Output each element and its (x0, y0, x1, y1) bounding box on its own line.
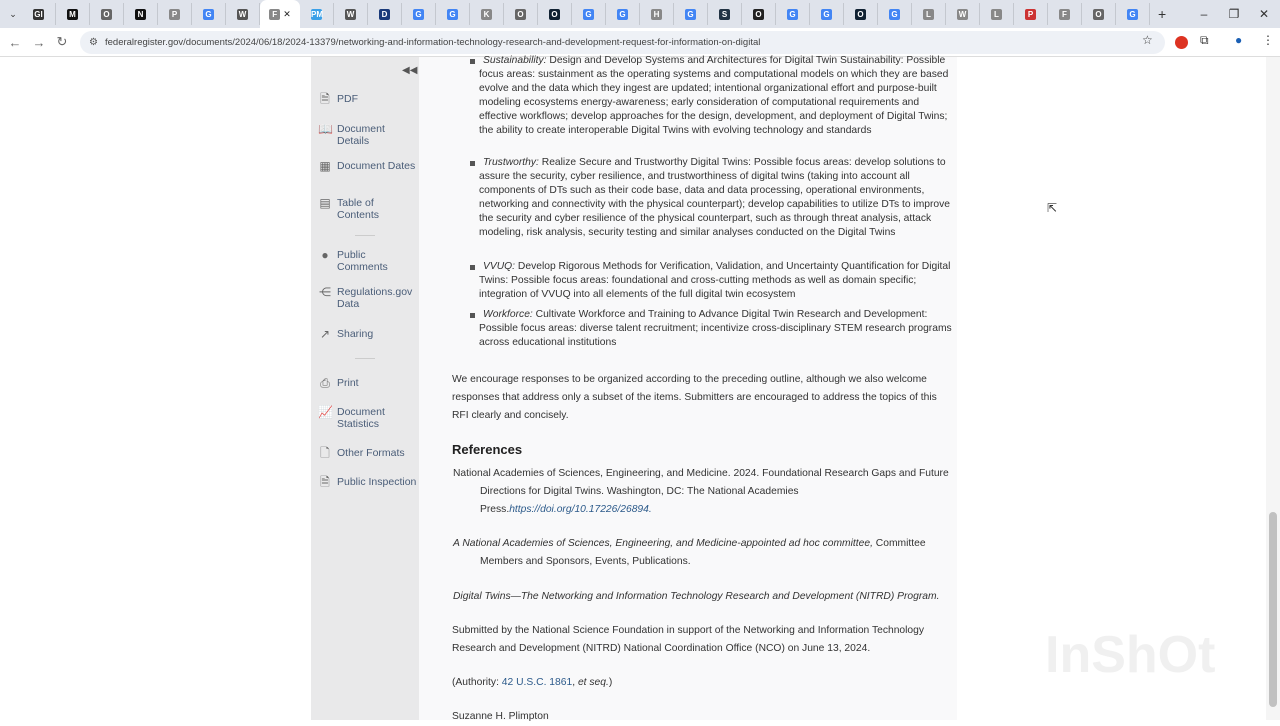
circle-favicon-icon: O (549, 9, 560, 20)
authority-line: (Authority: 42 U.S.C. 1861, et seq.) (452, 677, 613, 688)
flag-favicon-icon: F (1059, 9, 1070, 20)
browser-tab[interactable] (912, 3, 946, 25)
bullet-lead: Workforce: (483, 309, 533, 320)
browser-tab[interactable] (742, 3, 776, 25)
list-item (479, 260, 957, 302)
pm-favicon-icon: PM (311, 9, 323, 19)
browser-tab[interactable] (124, 3, 158, 25)
doc-favicon-icon: D (379, 9, 390, 20)
bullet-lead: Trustworthy: (483, 157, 539, 168)
sidebar-item-label: Table of Contents (337, 197, 380, 221)
reference-title: A National Academies of Sciences, Engineering, and Medicine-appointed ad hoc committee, (453, 538, 873, 549)
hbr-favicon-icon: H (651, 9, 662, 20)
shield-favicon-icon: S (719, 9, 730, 20)
plug-favicon-icon: P (169, 9, 180, 20)
browser-tab[interactable] (334, 3, 368, 25)
minimize-button[interactable]: – (1200, 7, 1208, 21)
doi-link[interactable]: https://doi.org/10.17226/26894. (509, 504, 652, 515)
globe-favicon-icon: O (1093, 9, 1104, 20)
wiki-favicon-icon: W (238, 9, 247, 19)
browser-tab[interactable] (946, 3, 980, 25)
w-favicon-icon: W (958, 9, 967, 19)
sidebar-item-label: Public Comments (337, 249, 388, 273)
browser-tab[interactable] (192, 3, 226, 25)
bullet-lead: VVUQ: (483, 261, 516, 272)
browser-tab[interactable] (402, 3, 436, 25)
browser-tab[interactable] (674, 3, 708, 25)
share-icon: ↗ (319, 327, 331, 341)
browser-tab[interactable] (1116, 3, 1150, 25)
share-nodes-icon: ⋲ (319, 285, 331, 299)
bullet-text: Design and Develop Systems and Architectures for Digital Twin Sustainability: Possible focus areas: sustainment as the operating systems and computational models on which they are based evolve and the data which they ingest are updated; intentional organizational effort and purpose-built modeling ecosystems energy-awareness; early consideration of computational requirements and effective workflows; develop approaches for the design, development, and deployment of Digital Twins; the ability to create interoperable Digital Twins with evolving technology and standards (479, 55, 949, 136)
watermark-logo: InShOt (1045, 626, 1216, 684)
document-content (419, 57, 957, 720)
gm-favicon-icon: GI (34, 9, 43, 19)
browser-tab[interactable] (1082, 3, 1116, 25)
sidebar-item-sharing[interactable] (318, 328, 417, 340)
sidebar-item-public-comments[interactable] (318, 249, 417, 273)
sidebar-item-regulations-gov-data[interactable] (318, 286, 417, 310)
browser-tab[interactable] (640, 3, 674, 25)
sidebar-item-label: Other Formats (337, 447, 405, 459)
bullet-text: Realize Secure and Trustworthy Digital Twins: Possible focus areas: develop solutions to assure the security, cyber resilience, and trustworthiness of digital twins (taking into account all components of DTs such as their code base, data and data processing, operational environments, networking and connectivity with the physical counterpart); develop capabilities to utilize DTs to improve the security and cyber resilience of the physical counterpart, such as through threat analysis, attack modeling, risk analysis, security testing and similar analyses conducted on the Digital Twins (479, 157, 951, 238)
browser-tab[interactable] (844, 3, 878, 25)
browser-tab[interactable] (436, 3, 470, 25)
browser-tab[interactable] (708, 3, 742, 25)
browser-tab[interactable] (1048, 3, 1082, 25)
maximize-button[interactable]: ❐ (1228, 7, 1240, 21)
sidebar-item-label: Regulations.gov Data (337, 286, 413, 310)
reference-2 (453, 535, 953, 571)
usc-link[interactable]: 42 U.S.C. 1861 (501, 677, 573, 688)
list-item (479, 54, 957, 138)
browser-tab[interactable] (22, 3, 56, 25)
browser-tab[interactable] (572, 3, 606, 25)
browser-tab[interactable] (158, 3, 192, 25)
google-favicon-icon: G (447, 9, 458, 20)
chart-icon: 📈 (318, 405, 333, 419)
sidebar-item-document-statistics[interactable] (318, 406, 417, 430)
sidebar-item-label: Document Statistics (337, 406, 385, 430)
bullet-text: Develop Rigorous Methods for Verification, Validation, and Uncertainty Quantification for Digital Twins: Possible focus areas: foundational and cross-cutting methods as well as domain specific; integration of VVUQ into all elements of the full digital twin ecosystem (479, 261, 951, 300)
close-window-button[interactable]: ✕ (1258, 7, 1270, 21)
close-tab-icon[interactable]: ✕ (283, 8, 291, 19)
sidebar-item-document-dates[interactable] (318, 160, 417, 172)
browser-tab[interactable] (368, 3, 402, 25)
page-scrollbar[interactable] (1266, 57, 1280, 720)
tab-strip (0, 0, 1280, 28)
globe-favicon-icon: O (515, 9, 526, 20)
encourage-paragraph: We encourage responses to be organized according to the preceding outline, although we also welcome responses that address only a subset of the items. Submitters are encouraged to address the topics of this RFI clearly and concisely. (452, 374, 937, 421)
sidebar-item-label: Document Details (337, 123, 385, 147)
submitted-paragraph: Submitted by the National Science Foundation in support of the Networking and Information Technology Research and Development (NITRD) National Coordination Office (NCO) on June 13, 2024. (452, 625, 925, 654)
browser-tab[interactable] (56, 3, 90, 25)
sidebar-item-label: Document Dates (337, 160, 416, 172)
google-favicon-icon: G (787, 9, 798, 20)
collapse-sidebar-icon[interactable]: ◀◀ (402, 65, 418, 76)
list-icon: ▤ (319, 196, 331, 210)
google-favicon-icon: G (617, 9, 628, 20)
menu-kebab-icon[interactable]: ⋮ (1262, 33, 1274, 47)
new-tab-button[interactable]: + (1158, 6, 1167, 22)
file-icon: 🗋 (320, 446, 330, 460)
globe-favicon-icon: O (101, 9, 112, 20)
site-info-icon[interactable]: ⚙ (89, 37, 98, 48)
sidebar-item-print[interactable] (318, 377, 417, 389)
reference-3 (453, 588, 953, 606)
forward-icon[interactable]: → (32, 34, 46, 50)
browser-tab[interactable] (606, 3, 640, 25)
bookmark-star-icon[interactable]: ☆ (1142, 33, 1153, 47)
back-icon[interactable]: ← (8, 34, 22, 50)
fr-favicon-icon: F (269, 9, 280, 20)
browser-tab[interactable] (776, 3, 810, 25)
browser-tab[interactable] (878, 3, 912, 25)
reference-text: National Academies of Sciences, Engineering, and Medicine. 2024. Foundational Research Gaps and Future Directions for Digital Twins. Washington, DC: The National Academies Press. (453, 468, 949, 515)
link-favicon-icon: L (991, 9, 1002, 20)
wiki-favicon-icon: W (346, 9, 355, 19)
github-favicon-icon: O (753, 9, 764, 20)
pdf-icon: 🗎 (320, 92, 330, 106)
sidebar-item-document-details[interactable] (318, 123, 417, 147)
browser-toolbar (0, 28, 1280, 57)
google-favicon-icon: G (821, 9, 832, 20)
reference-title: Digital Twins—The Networking and Information Technology Research and Development (NITRD) Program. (453, 591, 940, 602)
sidebar-divider (355, 358, 375, 359)
google-favicon-icon: G (1127, 9, 1138, 20)
book-icon: 📖 (318, 122, 333, 136)
sidebar-item-other-formats[interactable] (318, 447, 417, 459)
calendar-icon: ▦ (319, 159, 331, 173)
sidebar-item-table-of-contents[interactable] (318, 197, 417, 221)
browser-tab[interactable] (980, 3, 1014, 25)
sidebar-divider (355, 235, 375, 236)
sidebar-item-label: Print (337, 377, 359, 389)
browser-tab[interactable] (470, 3, 504, 25)
comment-icon: ● (321, 248, 329, 262)
extensions-puzzle-icon[interactable]: ⧉ (1200, 33, 1209, 47)
reference-text: Committee Members and Sponsors, Events, Publications. (480, 538, 926, 567)
browser-tab[interactable] (260, 0, 300, 28)
browser-tab[interactable] (90, 3, 124, 25)
mouse-cursor-icon: ⇱ (1047, 201, 1058, 215)
bullet-lead: Sustainability: (483, 55, 547, 66)
google-favicon-icon: G (203, 9, 214, 20)
browser-tab[interactable] (538, 3, 572, 25)
document-sidebar (311, 57, 419, 720)
inspect-icon: 🗎 (320, 475, 330, 489)
google-favicon-icon: G (413, 9, 424, 20)
sidebar-item-label: Sharing (337, 328, 374, 340)
google-favicon-icon: G (889, 9, 900, 20)
sidebar-item-label: Public Inspection (337, 476, 417, 488)
sidebar-item-pdf[interactable] (318, 93, 417, 105)
browser-tab[interactable] (810, 3, 844, 25)
google-favicon-icon: G (583, 9, 594, 20)
n-favicon-icon: N (135, 9, 146, 20)
list-item (479, 156, 957, 240)
scrollbar-thumb[interactable] (1269, 512, 1277, 707)
reload-icon[interactable]: ↻ (56, 34, 68, 49)
browser-tab[interactable] (226, 3, 260, 25)
address-bar[interactable] (80, 31, 1165, 54)
browser-tab[interactable] (300, 3, 334, 25)
reference-1 (453, 465, 953, 519)
sidebar-item-public-inspection[interactable] (318, 476, 417, 488)
print-icon: ⎙ (320, 376, 330, 390)
bullet-text: Cultivate Workforce and Training to Advance Digital Twin Research and Development: Possible focus areas: diverse talent recruitment; incentivize cross-disciplinary STEM research programs across educational institutions (479, 309, 952, 348)
url-text: federalregister.gov/documents/2024/06/18/2024-13379/networking-and-information-technology-research-and-development-request-for-information-on-digital (105, 37, 761, 48)
pdf-favicon-icon: P (1025, 9, 1036, 20)
browser-tab[interactable] (504, 3, 538, 25)
signer-name: Suzanne H. Plimpton (452, 711, 549, 722)
link-favicon-icon: L (923, 9, 934, 20)
sidebar-item-label: PDF (337, 93, 358, 105)
circle-favicon-icon: O (855, 9, 866, 20)
browser-tab[interactable] (1014, 3, 1048, 25)
extension-icon[interactable] (1175, 36, 1188, 49)
m-favicon-icon: M (67, 9, 78, 20)
references-heading: References (452, 442, 523, 457)
k-favicon-icon: K (481, 9, 492, 20)
tab-search-icon[interactable]: ⌄ (9, 8, 17, 19)
google-favicon-icon: G (685, 9, 696, 20)
profile-avatar-icon[interactable]: ● (1235, 33, 1243, 47)
list-item (479, 308, 957, 350)
